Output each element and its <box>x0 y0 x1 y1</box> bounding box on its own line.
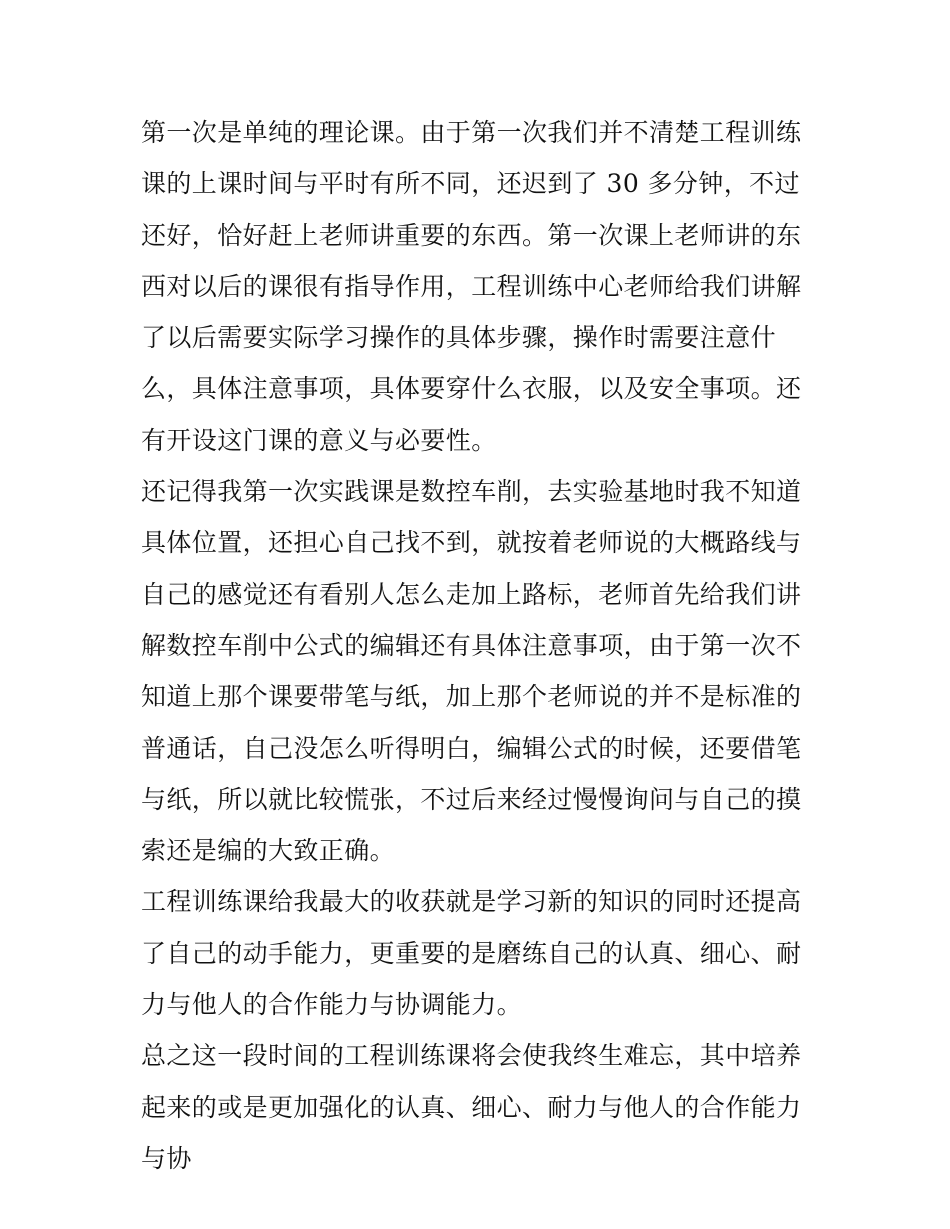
paragraph-biggest-gain: 工程训练课给我最大的收获就是学习新的知识的同时还提高了自己的动手能力，更重要的是磨练自己的认真、细心、耐力与他人的合作能力与协调能力。 <box>141 887 802 1020</box>
document-body <box>141 107 816 1184</box>
paragraph-conclusion: 总之这一段时间的工程训练课将会使我终生难忘，其中培养起来的或是更加强化的认真、细心、耐力与他人的合作能力与协 <box>141 1041 802 1173</box>
paragraph-cnc-turning: 还记得我第一次实践课是数控车削，去实验基地时我不知道具体位置，还担心自己找不到，就按着老师说的大概路线与自己的感觉还有看别人怎么走加上路标，老师首先给我们讲解数控车削中公式的编辑还有具体注意事项，由于第一次不知道上那个课要带笔与纸，加上那个老师说的并不是标准的普通话，自己没怎么听得明白，编辑公式的时候，还要借笔与纸，所以就比较慌张，不过后来经过慢慢询问与自己的摸索还是编的大致正确。 <box>141 477 802 866</box>
paragraph-theory-class: 第一次是单纯的理论课。由于第一次我们并不清楚工程训练课的上课时间与平时有所不同，还迟到了 30 多分钟，不过还好，恰好赶上老师讲重要的东西。第一次课上老师讲的东西对以后的课很有指导作用，工程训练中心老师给我们讲解了以后需要实际学习操作的具体步骤，操作时需要注意什么，具体注意事项，具体要穿什么衣服，以及安全事项。还有开设这门课的意义与必要性。 <box>141 118 802 455</box>
